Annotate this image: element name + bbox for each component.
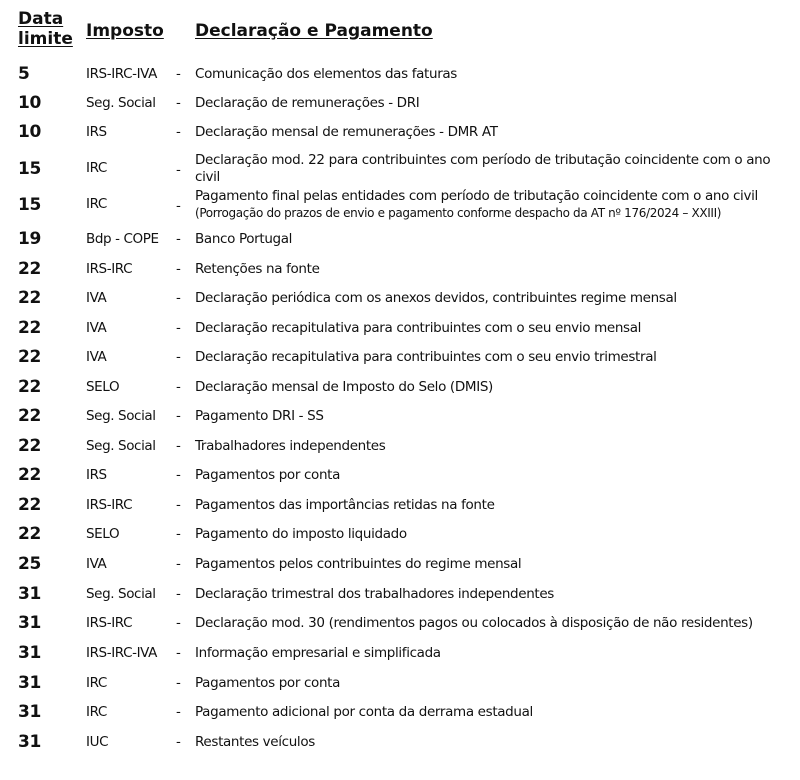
row-day: 22 [18,347,42,367]
row-day: 22 [18,288,42,308]
row-day: 5 [18,64,30,84]
row-description: Declaração periódica com os anexos devidos, contribuintes regime mensal [195,290,677,306]
row-tax: IRS [86,467,107,483]
row-separator: - [176,162,181,178]
row-description: Informação empresarial e simplificada [195,645,441,661]
row-day: 22 [18,406,42,426]
row-separator: - [176,320,181,336]
row-day: 31 [18,643,42,663]
row-description: Declaração trimestral dos trabalhadores independentes [195,586,554,602]
row-separator: - [176,95,181,111]
table-header [0,0,800,56]
row-description-note: (Porrogação do prazos de envio e pagamento conforme despacho da AT nº 176/2024 – XXIII) [195,206,722,220]
header-description: Declaração e Pagamento [195,21,433,41]
row-description [195,188,795,222]
row-description: Pagamentos por conta [195,467,341,483]
row-day: 22 [18,377,42,397]
row-description: Pagamento do imposto liquidado [195,526,407,542]
row-tax: Seg. Social [86,586,156,602]
row-tax: Seg. Social [86,408,156,424]
row-tax: IRS-IRC [86,615,133,631]
row-tax: SELO [86,526,120,542]
row-separator: - [176,408,181,424]
header-tax: Imposto [86,21,164,41]
row-day: 31 [18,584,42,604]
row-description: Declaração recapitulativa para contribuintes com o seu envio trimestral [195,349,657,365]
row-separator: - [176,438,181,454]
row-separator: - [176,379,181,395]
row-separator: - [176,231,181,247]
row-separator: - [176,290,181,306]
row-tax: IRC [86,196,107,212]
row-separator: - [176,556,181,572]
row-tax: IVA [86,556,107,572]
row-tax: SELO [86,379,120,395]
row-description: Declaração mensal de remunerações - DMR AT [195,124,498,140]
row-tax: Seg. Social [86,95,156,111]
row-day: 31 [18,673,42,693]
row-day: 22 [18,524,42,544]
row-day: 31 [18,613,42,633]
row-separator: - [176,526,181,542]
row-day: 25 [18,554,42,574]
row-tax: IRC [86,704,107,720]
row-description: Retenções na fonte [195,261,320,277]
row-tax: IRC [86,160,107,176]
row-separator: - [176,349,181,365]
header-date-limit [18,9,78,49]
row-tax: IUC [86,734,109,750]
row-day: 31 [18,702,42,722]
row-description: Declaração mod. 22 para contribuintes com período de tributação coincidente com o ano civil [195,152,771,185]
row-separator: - [176,497,181,513]
row-description: Declaração de remunerações - DRI [195,95,420,111]
row-tax: IVA [86,290,107,306]
row-day: 10 [18,93,42,113]
row-tax: Bdp - COPE [86,231,159,247]
row-separator: - [176,586,181,602]
row-separator: - [176,261,181,277]
row-description: Banco Portugal [195,231,293,247]
row-description: Pagamento adicional por conta da derrama estadual [195,704,533,720]
row-description: Trabalhadores independentes [195,438,386,454]
row-separator: - [176,467,181,483]
row-day: 22 [18,436,42,456]
row-tax: IRS-IRC-IVA [86,66,157,82]
row-tax: IVA [86,349,107,365]
row-separator: - [176,675,181,691]
row-separator: - [176,734,181,750]
row-day: 15 [18,195,42,215]
row-day: 22 [18,318,42,338]
row-description: Declaração mensal de Imposto do Selo (DMIS) [195,379,493,395]
row-description: Pagamento DRI - SS [195,408,324,424]
row-day: 22 [18,259,42,279]
row-separator: - [176,198,181,214]
row-day: 15 [18,159,42,179]
row-description: Restantes veículos [195,734,315,750]
row-description: Pagamentos das importâncias retidas na fonte [195,497,495,513]
row-description: Pagamentos pelos contribuintes do regime mensal [195,556,522,572]
row-day: 31 [18,732,42,752]
row-tax: IRC [86,675,107,691]
row-description: Pagamentos por conta [195,675,341,691]
row-separator: - [176,704,181,720]
row-separator: - [176,66,181,82]
header-date-line2: limite [18,29,73,49]
row-description: Comunicação dos elementos das faturas [195,66,457,82]
row-day: 22 [18,465,42,485]
row-tax: IRS-IRC-IVA [86,645,157,661]
row-description-main: Pagamento final pelas entidades com período de tributação coincidente com o ano civil [195,188,758,204]
row-separator: - [176,645,181,661]
row-separator: - [176,124,181,140]
row-description: Declaração recapitulativa para contribuintes com o seu envio mensal [195,320,642,336]
row-tax: IRS-IRC [86,261,133,277]
row-description: Declaração mod. 30 (rendimentos pagos ou colocados à disposição de não residentes) [195,615,753,631]
row-day: 19 [18,229,42,249]
row-day: 22 [18,495,42,515]
row-tax: IRS [86,124,107,140]
row-tax: IVA [86,320,107,336]
row-day: 10 [18,122,42,142]
row-tax: IRS-IRC [86,497,133,513]
row-separator: - [176,615,181,631]
header-date-line1: Data [18,9,64,29]
row-tax: Seg. Social [86,438,156,454]
